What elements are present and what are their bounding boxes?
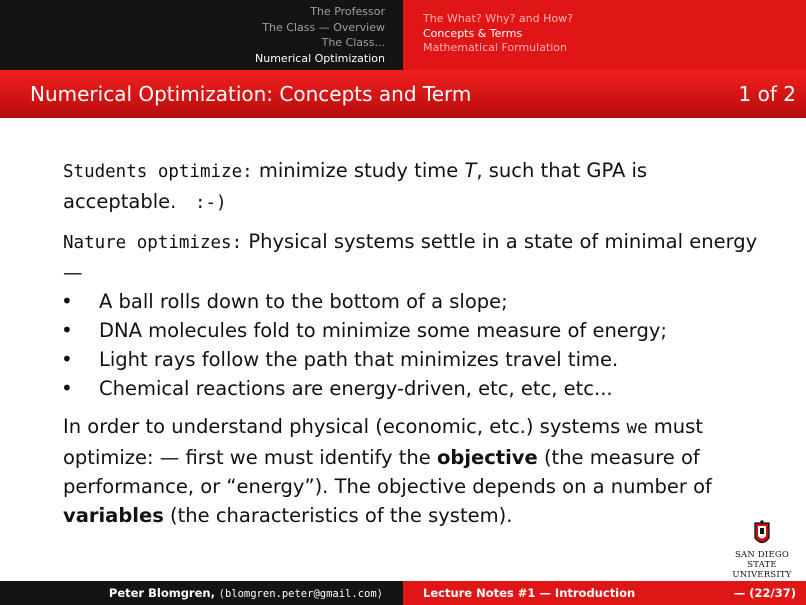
section-nav xyxy=(0,0,403,70)
frame-counter: 1 of 2 xyxy=(738,82,796,106)
footer-lecture-title: Lecture Notes #1 — Introduction xyxy=(423,586,636,600)
nav-section-class[interactable]: The Class... xyxy=(321,36,385,49)
sdsu-shield-icon xyxy=(722,520,802,550)
students-text: minimize study time xyxy=(252,159,465,182)
list-item: • DNA molecules fold to minimize some measure of energy; xyxy=(63,316,763,345)
footer-author xyxy=(109,586,383,600)
logo-line-2: UNIVERSITY xyxy=(732,570,792,580)
logo-text xyxy=(722,550,802,580)
paragraph-students xyxy=(63,156,763,218)
optimize-text-2: must optimize: — first we must identify the xyxy=(63,415,703,469)
frame-title-bar xyxy=(0,70,806,118)
nav-section-numerical-optimization[interactable]: Numerical Optimization xyxy=(255,51,385,65)
frame-title: Numerical Optimization: Concepts and Term xyxy=(30,82,472,106)
nav-section-professor[interactable]: The Professor xyxy=(310,5,385,18)
optimize-text-4: (the characteristics of the system). xyxy=(163,504,513,527)
subsection-nav xyxy=(403,0,806,70)
footer-title-section xyxy=(403,581,806,605)
term-variables: variables xyxy=(63,504,164,527)
footer-page-number: — (22/37) xyxy=(733,586,796,600)
nature-label: Nature optimizes: xyxy=(63,233,243,253)
optimize-text-1: In order to understand physical (economic, etc.) systems xyxy=(63,415,627,438)
nav-subsection-concepts-terms[interactable]: Concepts & Terms xyxy=(423,26,523,40)
footer xyxy=(0,581,806,605)
top-navigation xyxy=(0,0,806,70)
author-name: Peter Blomgren, xyxy=(108,586,215,600)
term-objective: objective xyxy=(436,446,538,469)
smiley: :-) xyxy=(194,193,227,213)
section-list xyxy=(255,4,385,66)
nature-bullet-list xyxy=(63,287,763,403)
list-item: • Light rays follow the path that minimizes travel time. xyxy=(63,345,763,374)
logo-line-1: SAN DIEGO STATE xyxy=(734,550,790,570)
paragraph-optimize xyxy=(63,412,763,530)
slide-body xyxy=(63,156,763,530)
university-logo xyxy=(722,520,802,580)
students-text-2: , such that GPA is acceptable. xyxy=(63,159,648,213)
list-item: • A ball rolls down to the bottom of a slope; xyxy=(63,287,763,316)
paragraph-nature xyxy=(63,227,763,287)
variable-t: T xyxy=(464,159,477,182)
nature-text: Physical systems settle in a state of minimal energy — xyxy=(63,230,758,284)
subsection-list xyxy=(423,12,573,56)
author-email: ⟨blomgren.peter@gmail.com⟩ xyxy=(218,588,383,600)
nav-subsection-mathematical-formulation[interactable]: Mathematical Formulation xyxy=(423,41,567,54)
list-item: • Chemical reactions are energy-driven, etc, etc, etc... xyxy=(63,374,763,403)
footer-author-section xyxy=(0,581,403,605)
nav-subsection-what-why-how[interactable]: The What? Why? and How? xyxy=(423,12,573,25)
optimize-text-3: (the measure of performance, or “energy”). The objective depends on a number of xyxy=(63,446,712,498)
students-label: Students optimize: xyxy=(63,162,253,182)
nav-section-class-overview[interactable]: The Class — Overview xyxy=(262,20,385,34)
word-we: we xyxy=(626,418,648,438)
